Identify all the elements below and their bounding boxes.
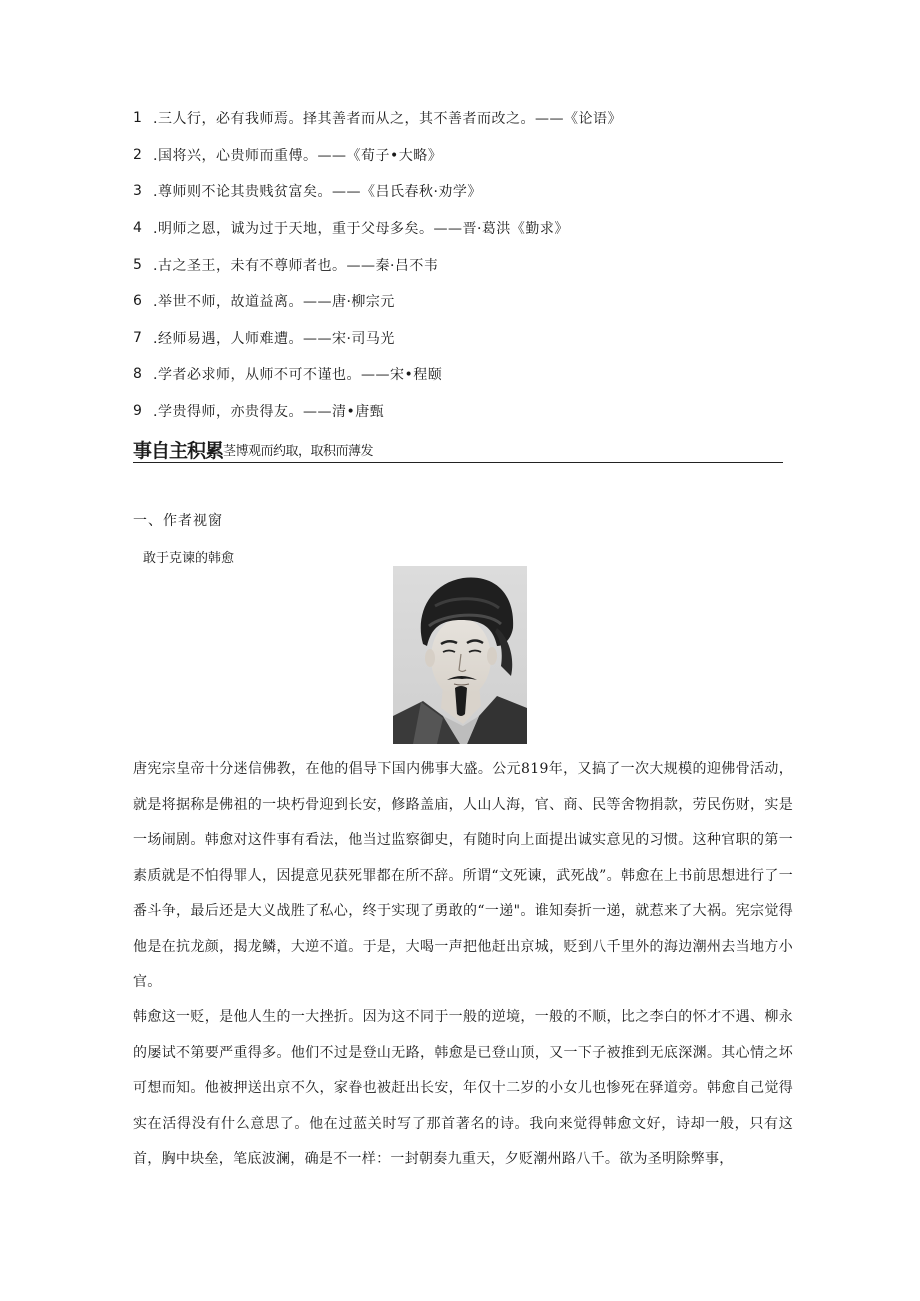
quote-number: 5 (133, 256, 143, 273)
quote-text: .学贵得师，亦贵得友。——清•唐甄 (153, 404, 385, 421)
quote-item (133, 356, 813, 393)
quote-number: 7 (133, 329, 143, 346)
quote-item (133, 173, 813, 210)
section-subtitle: 茎博观而约取，取积而薄发 (223, 444, 374, 459)
quote-text: .学者必求师，从师不可不谨也。——宋•程颐 (153, 367, 443, 384)
quote-number: 9 (133, 403, 143, 420)
quote-item (133, 137, 813, 174)
quote-text: .三人行，必有我师焉。择其善者而从之，其不善者而改之。——《论语》 (153, 111, 622, 128)
body-paragraph: 韩愈这一贬，是他人生的一大挫折。因为这不同于一般的逆境，一般的不顺，比之李白的怀才不遇、柳永的屡试不第要严重得多。他们不过是登山无路，韩愈是已登山顶，又一下子被推到无底深渊。其心情之坏可想而知。他被押送出京不久，家眷也被赶出长安，年仅十二岁的小女儿也惨死在驿道旁。韩愈自己觉得实在活得没有什么意思了。他在过蓝关时写了那首著名的诗。我向来觉得韩愈文好，诗却一般，只有这首，胸中块垒，笔底波澜，确是不一样：一封朝奏九重天，夕贬潮州路八千。欲为圣明除弊事， (133, 1009, 793, 1167)
quote-item (133, 283, 813, 320)
quote-item (133, 320, 813, 357)
author-title: 敢于克谏的韩愈 (143, 551, 235, 566)
quote-list (133, 100, 813, 429)
quote-number: 1 (133, 110, 143, 127)
quote-text: .古之圣王，未有不尊师者也。——秦·吕不韦 (153, 257, 439, 274)
quote-text: .明师之恩，诚为过于天地，重于父母多矣。——晋·葛洪《勤求》 (153, 221, 569, 238)
quote-item (133, 210, 813, 247)
quote-text: .国将兴，心贵师而重傅。——《荀子•大略》 (153, 147, 443, 164)
quote-item (133, 246, 813, 283)
quote-text: .尊师则不论其贵贱贫富矣。——《吕氏春秋·劝学》 (153, 184, 482, 201)
body-paragraph: 唐宪宗皇帝十分迷信佛教，在他的倡导下国内佛事大盛。公元819年，又搞了一次大规模的迎佛骨活动，就是将据称是佛祖的一块朽骨迎到长安，修路盖庙，人山人海，官、商、民等舍物捐款，劳民伤财，实是一场闹剧。韩愈对这件事有看法，他当过监察御史，有随时向上面提出诚实意见的习惯。这种官职的第一素质就是不怕得罪人，因提意见获死罪都在所不辞。所谓“文死谏，武死战”。韩愈在上书前思想进行了一番斗争，最后还是大义战胜了私心，终于实现了勇敢的“一递"。谁知奏折一递，就惹来了大祸。宪宗觉得他是在抗龙颜，揭龙鳞，大逆不道。于是，大喝一声把他赶出京城，贬到八千里外的海边潮州去当地方小官。 (133, 761, 793, 990)
quote-text: .举世不师，故道益离。——唐·柳宗元 (153, 294, 395, 311)
quote-number: 4 (133, 220, 143, 237)
quote-text: .经师易遇，人师难遭。——宋·司马光 (153, 330, 395, 347)
han-yu-portrait (393, 566, 527, 744)
quote-number: 8 (133, 366, 143, 383)
quote-number: 2 (133, 146, 143, 163)
section-header (133, 440, 783, 463)
quote-item (133, 100, 813, 137)
quote-number: 6 (133, 293, 143, 310)
section-title: 事自主积累 (133, 440, 224, 462)
subsection-heading: 一、作者视窗 (133, 513, 223, 529)
quote-number: 3 (133, 183, 143, 200)
quote-item (133, 393, 813, 430)
